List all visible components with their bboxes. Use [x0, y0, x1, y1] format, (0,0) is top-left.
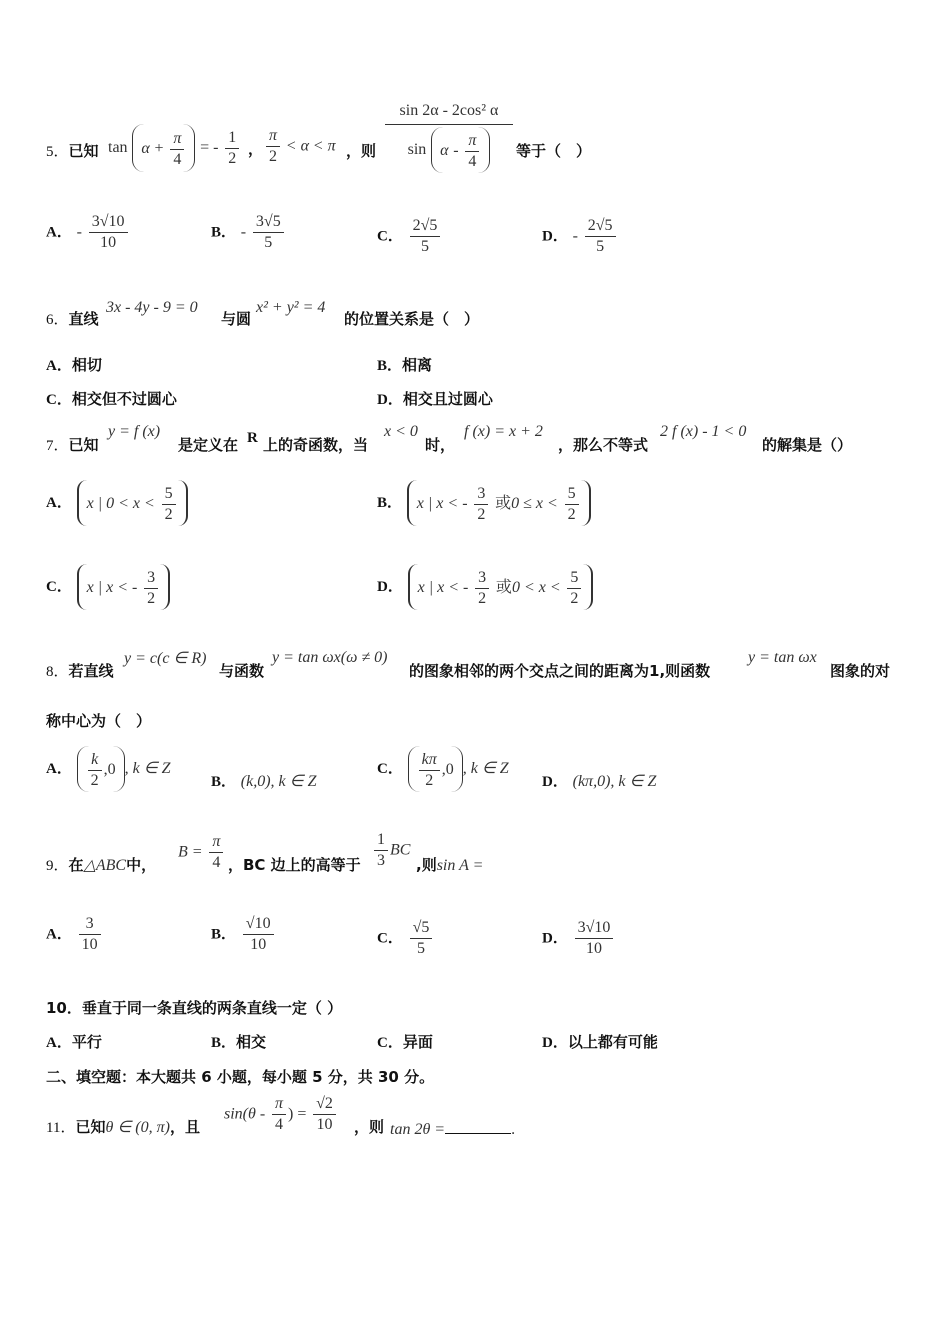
- section-heading: 二、填空题：本大题共 6 小题，每小题 5 分，共 30 分。: [46, 1068, 435, 1086]
- q9-option-b[interactable]: B． $\frac{√10}{10}$: [211, 914, 276, 955]
- answer-blank[interactable]: [445, 1121, 511, 1134]
- q5-stem: 5．已知: [46, 142, 99, 160]
- q5-range: $\frac{\pi}{2}$ < α < π: [264, 126, 336, 167]
- q6-option-b[interactable]: B．相离: [377, 356, 433, 374]
- q7-stem: 7．已知: [46, 436, 99, 454]
- q5-option-d[interactable]: D． - $\frac{2√5}{5}$: [542, 216, 618, 257]
- q10-option-b[interactable]: B．相交: [211, 1033, 267, 1051]
- q9-stem: 9．在△ABC中，: [46, 856, 157, 874]
- q9-height: $\frac{1}{3}$ BC: [372, 830, 410, 871]
- q9-option-d[interactable]: D． $\frac{3√10}{10}$: [542, 918, 615, 959]
- q11-answer: tan 2θ = .: [390, 1121, 516, 1138]
- q10-stem: 10．垂直于同一条直线的两条直线一定（ ）: [46, 999, 343, 1017]
- q6-circle-eq: x² + y² = 4: [256, 299, 326, 316]
- q9-angle: B = $\frac{\pi}{4}$: [178, 832, 225, 873]
- q11-stem: 11．已知θ ∈ (0, π)，且: [46, 1118, 200, 1136]
- q8-option-b[interactable]: B． (k,0), k ∈ Z: [211, 773, 317, 790]
- q10-option-c[interactable]: C．异面: [377, 1033, 433, 1051]
- q10-option-a[interactable]: A．平行: [46, 1033, 102, 1051]
- q6-option-a[interactable]: A．相切: [46, 356, 102, 374]
- q8-option-d[interactable]: D． (kπ,0), k ∈ Z: [542, 773, 657, 790]
- q5-option-b[interactable]: B． - $\frac{3√5}{5}$: [211, 212, 286, 253]
- q6-stem: 6．直线: [46, 310, 99, 328]
- q7-option-b[interactable]: B． x | x < - $\frac{3}{2}$ 或0 ≤ x < $\frac{5}{2}$: [377, 480, 591, 526]
- q5-number: 5．: [46, 144, 69, 160]
- q10-option-d[interactable]: D．以上都有可能: [542, 1033, 658, 1051]
- q5-big-fraction: sin 2α - 2cos² α sin α - $\frac{\pi}{4}$: [385, 102, 513, 173]
- q9-option-a[interactable]: A． $\frac{3}{10}$: [46, 914, 103, 955]
- q7-option-d[interactable]: D． x | x < - $\frac{3}{2}$ 或0 < x < $\frac{5}{2}$: [377, 564, 593, 610]
- q11-condition: sin(θ - $\frac{\pi}{4}$ ) = $\frac{√2}{10}$: [224, 1094, 338, 1135]
- q5-option-c[interactable]: C． $\frac{2√5}{5}$: [377, 216, 442, 257]
- q8-option-a[interactable]: A． $\frac{k}{2}$ ,0 , k ∈ Z: [46, 746, 171, 792]
- q7-option-a[interactable]: A． x | 0 < x < $\frac{5}{2}$: [46, 480, 188, 526]
- q6-line-eq: 3x - 4y - 9 = 0: [106, 299, 198, 316]
- q7-option-c[interactable]: C． x | x < - $\frac{3}{2}$: [46, 564, 170, 610]
- q6-option-d[interactable]: D．相交且过圆心: [377, 390, 493, 408]
- q8-option-c[interactable]: C． $\frac{k\pi}{2}$ ,0 , k ∈ Z: [377, 746, 509, 792]
- q5-tan-expression: tan α + $\frac{\pi}{4}$ = - $\frac{1}{2}$: [108, 124, 241, 172]
- q9-option-c[interactable]: C． $\frac{√5}{5}$: [377, 918, 434, 959]
- q5-option-a[interactable]: A． - $\frac{3√10}{10}$: [46, 212, 130, 253]
- q8-stem: 8．若直线: [46, 662, 114, 680]
- q6-option-c[interactable]: C．相交但不过圆心: [46, 390, 177, 408]
